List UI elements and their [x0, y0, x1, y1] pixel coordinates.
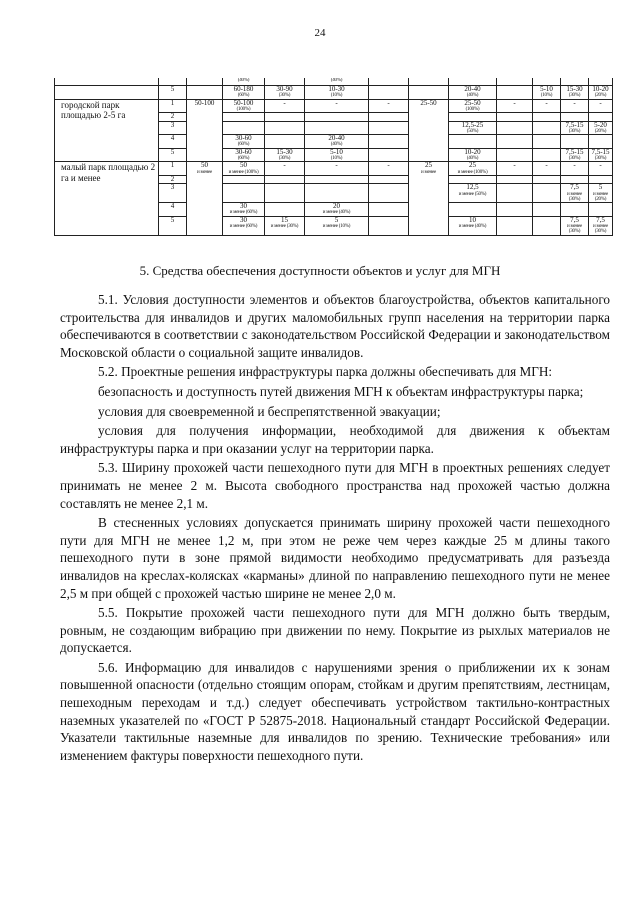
category-label: малый парк площадью 2 га и менее: [55, 162, 159, 235]
paragraph: безопасность и доступность путей движения МГН к объектам инфраструктуры парка;: [98, 383, 584, 399]
table-row: малый парк площадью 2 га и менее 1 50 и менее 50 и менее (100%) - - - 25 и менее 25 и менее (100%) - - - -: [55, 162, 613, 176]
table-row: 5 60-180 (60%) 30-90 (30%) 10-30 (10%) 20-40 (40%) 5-10 (10%) 15-30 (30%) 10-20 (20%): [55, 86, 613, 100]
table-row: 2: [55, 175, 613, 183]
paragraph: 5.5. Покрытие прохожей части пешеходного пути для МГН должно быть твердым, ровным, не создающим вибрацию при движении по нему. Покрытие из рыхлых материалов не допускается.: [60, 605, 610, 656]
table-row: 2: [55, 113, 613, 121]
park-norms-table: [54, 78, 613, 236]
table-row: (40%) (40%): [55, 78, 613, 86]
table-row: 3 12,5 и менее (50%) 7,5 и менее (30%) 5 и менее (20%): [55, 184, 613, 203]
table-row: 4 30-60 (60%) 20-40 (40%): [55, 135, 613, 149]
section-body: [60, 291, 610, 766]
table-row: городской парк площадью 2-5 га 1 50-100 50-100 (100%) - - - 25-50 25-50 (100%) - - - -: [55, 99, 613, 113]
paragraph: 5.3. Ширину прохожей части пешеходного пути для МГН в проектных решениях следует принимать не менее 2 м. Высота свободного пространства над прохожей частью должна составлять не менее 2,1 м.: [60, 460, 610, 511]
paragraph: условия для своевременной и беспрепятственной эвакуации;: [98, 403, 441, 419]
table-row: 4 30 и менее (60%) 20 и менее (40%): [55, 203, 613, 217]
paragraph: 5.6. Информацию для инвалидов с нарушениями зрения о приближении их к зонам повышенной опасности (отдельно стоящим опорам, стойкам и другим препятствиям, лестницам, пешеходным переходам и т.д.) следует обеспечивать устройством тактильно-контрастных наземных указателей по «ГОСТ Р 52875-2018. Национальный стандарт Российской Федерации. Указатели тактильные наземные для инвалидов по зрению. Технические требования» или изменением фактуры поверхности пешеходного пути.: [60, 659, 610, 763]
table-row: 5 30 и менее (60%) 15 и менее (30%) 5 и менее (10%) 10 и менее (40%) 7,5 и менее (30%) 7,5 и менее (30%): [55, 216, 613, 235]
section-heading: 5. Средства обеспечения доступности объектов и услуг для МГН: [139, 263, 501, 278]
paragraph: условия для получения информации, необходимой для движения к объектам инфраструктуры парка и при оказании услуг на территории парка.: [60, 423, 610, 456]
paragraph: 5.1. Условия доступности элементов и объектов благоустройства, объектов капитального строительства для инвалидов и других маломобильных групп населения на территории парка обеспечиваются в соответствии с законодательством Российской Федерации и законодательством Московской области о социальной защите инвалидов.: [60, 292, 610, 360]
paragraph: 5.2. Проектные решения инфраструктуры парка должны обеспечивать для МГН:: [98, 364, 553, 380]
page-number: 24: [314, 27, 326, 39]
paragraph: В стесненных условиях допускается принимать ширину прохожей части пешеходного пути для МГН не менее 1,2 м, при этом не реже чем через каждые 25 м длины такого пешеходного пути в зоне прямой видимости необходимо предусматривать для разъезда инвалидов на креслах-колясках «карманы» длиной по направлению пешеходного пути не менее 2,5 м при общей с прохожей частью ширине не менее 2,0 м.: [60, 515, 610, 601]
table-row: 5 30-60 (60%) 15-30 (30%) 5-10 (10%) 10-20 (40%) 7,5-15 (30%) 7,5-15 (30%): [55, 148, 613, 162]
table-row: 3 12,5-25 (50%) 7,5-15 (30%) 5-20 (20%): [55, 121, 613, 135]
category-label: городской парк площадью 2-5 га: [55, 99, 159, 162]
